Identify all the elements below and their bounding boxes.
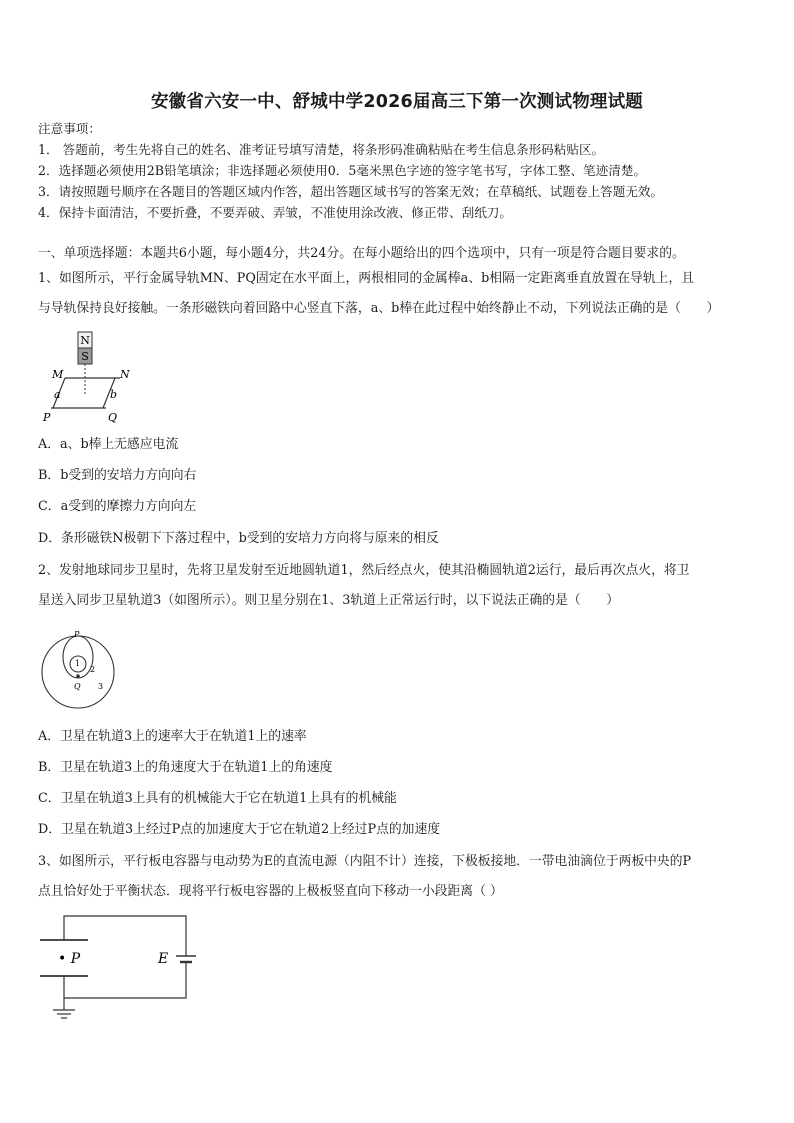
page-title: 安徽省六安一中、舒城中学2026届高三下第一次测试物理试题: [150, 92, 643, 112]
wire-bottom: [64, 968, 186, 998]
orbit-3-label: 3: [98, 682, 104, 691]
question-3-line: 点且恰好处于平衡状态．现将平行板电容器的上极板竖直向下移动一小段距离（ ）: [38, 884, 503, 899]
question-1-line: 1、如图所示，平行金属导轨MN、PQ固定在水平面上，两根相同的金属棒a、b相隔一定距离垂直放置在导轨上，且: [38, 271, 695, 286]
notice-item: 3．请按照题号顺序在各题目的答题区域内作答，超出答题区域书写的答案无效；在草稿纸、试题卷上答题无效。: [38, 184, 664, 199]
rails-magnet-figure: [38, 328, 138, 426]
option-d: D．卫星在轨道3上经过P点的加速度大于它在轨道2上经过P点的加速度: [38, 822, 441, 837]
orbit-2-label: 2: [90, 665, 96, 674]
option-b: B．卫星在轨道3上的角速度大于在轨道1上的角速度: [38, 760, 333, 775]
section-heading: 一、单项选择题：本题共6小题，每小题4分，共24分。在每小题给出的四个选项中，只有一项是符合题目要求的。: [38, 246, 685, 261]
question-2-line: 星送入同步卫星轨道3（如图所示）。则卫星分别在1、3轨道上正常运行时，以下说法正确的是（ ）: [38, 593, 620, 608]
option-a: A．a、b棒上无感应电流: [38, 437, 179, 452]
label-q: Q: [74, 682, 81, 691]
orbit-1-label: 1: [75, 659, 81, 668]
orbit-figure: [38, 622, 118, 714]
option-a: A．卫星在轨道3上的速率大于在轨道1上的速率: [38, 729, 307, 744]
label-q: Q: [108, 411, 118, 424]
oil-drop-label: • P: [58, 951, 81, 967]
label-n: N: [120, 368, 130, 381]
label-b: b: [110, 388, 118, 401]
notice-item: 4．保持卡面清洁，不要折叠，不要弄破、弄皱，不准使用涂改液、修正带、刮纸刀。: [38, 205, 512, 220]
capacitor-circuit-figure: [36, 912, 206, 1026]
emf-label: E: [158, 951, 169, 967]
option-b: B．b受到的安培力方向向右: [38, 468, 197, 483]
question-3-line: 3、如图所示，平行板电容器与电动势为E的直流电源（内阻不计）连接，下极板接地．一带电油滴位于两板中央的P: [38, 854, 692, 869]
notice-heading: 注意事项：: [38, 121, 101, 136]
label-m: M: [52, 368, 64, 381]
magnet-n-label: N: [80, 334, 90, 347]
earth-dot: [76, 674, 80, 678]
magnet-s-label: S: [81, 350, 89, 363]
notice-item: 2．选择题必须使用2B铅笔填涂；非选择题必须使用0．5毫米黑色字迹的签字笔书写，字体工整、笔迹清楚。: [38, 163, 647, 178]
question-2-line: 2、发射地球同步卫星时，先将卫星发射至近地圆轨道1，然后经点火，使其沿椭圆轨道2运行，最后再次点火，将卫: [38, 563, 690, 578]
label-a: a: [54, 388, 61, 401]
notice-item: 1． 答题前，考生先将自己的姓名、准考证号填写清楚，将条形码准确粘贴在考生信息条形码粘贴区。: [38, 142, 605, 157]
label-p: P: [43, 411, 51, 424]
option-c: C．卫星在轨道3上具有的机械能大于它在轨道1上具有的机械能: [38, 791, 397, 806]
question-1-line: 与导轨保持良好接触。一条形磁铁向着回路中心竖直下落，a、b棒在此过程中始终静止不动，下列说法正确的是（ ）: [38, 301, 720, 316]
label-p: P: [74, 630, 80, 639]
option-d: D．条形磁铁N极朝下下落过程中，b受到的安培力方向将与原来的相反: [38, 531, 439, 546]
option-c: C．a受到的摩擦力方向向左: [38, 499, 197, 514]
wire-top: [64, 916, 186, 950]
